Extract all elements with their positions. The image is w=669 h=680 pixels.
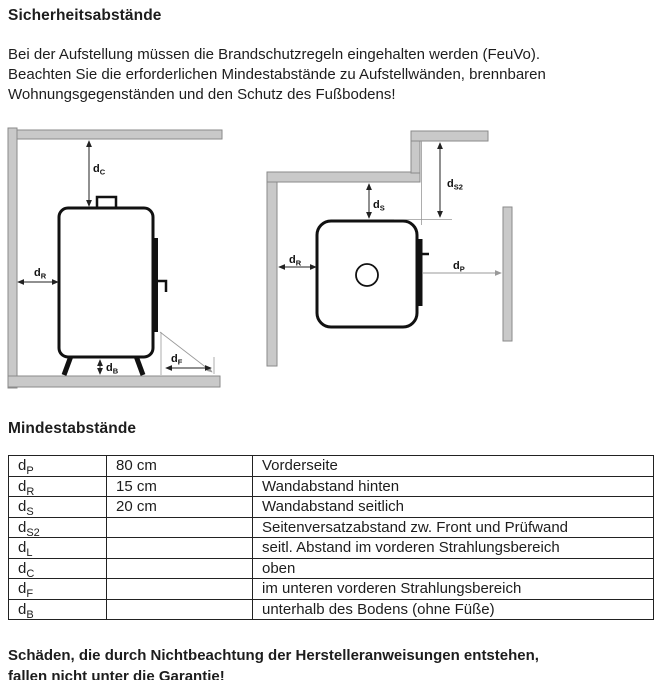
description-cell: Seitenversatzabstand zw. Front und Prüfwand — [253, 517, 654, 538]
flue-stub — [97, 197, 116, 208]
stove-body-side — [59, 208, 153, 357]
flue-outlet — [356, 264, 378, 286]
min-distances-table — [8, 455, 654, 620]
side-view-diagram — [8, 128, 222, 388]
symbol-cell: $d_P$ — [9, 456, 107, 477]
top-view-diagram — [267, 131, 512, 366]
offset-wall-stub — [411, 141, 420, 173]
ds2-label: $d_{S2}$ — [447, 178, 463, 192]
stove-door-top — [417, 239, 423, 306]
offset-wall-horizontal — [411, 131, 488, 141]
db-label: $d_B$ — [106, 362, 119, 376]
table-row — [9, 579, 654, 600]
symbol-cell: $d_R$ — [9, 476, 107, 497]
value-cell: 15 cm — [107, 476, 253, 497]
symbol-cell: $d_{S2}$ — [9, 517, 107, 538]
warranty-warning — [8, 645, 539, 680]
floor — [8, 376, 220, 387]
table-row — [9, 456, 654, 477]
stove-leg-left — [64, 356, 71, 375]
wall-side — [267, 182, 277, 366]
dr-label-side: $d_R$ — [34, 267, 47, 281]
test-wall-front — [503, 207, 512, 341]
intro-line: Wohnungsgegenständen und den Schutz des Fußbodens! — [8, 86, 396, 103]
dp-label: $d_P$ — [453, 260, 465, 274]
description-cell: unterhalb des Bodens (ohne Füße) — [253, 599, 654, 620]
value-cell — [107, 558, 253, 579]
symbol-cell: $d_F$ — [9, 579, 107, 600]
description-cell: Vorderseite — [253, 456, 654, 477]
df-label: $d_F$ — [171, 353, 183, 367]
ds-label: $d_S$ — [373, 199, 385, 213]
warning-line: Schäden, die durch Nichtbeachtung der Herstelleranweisungen entstehen, — [8, 647, 539, 664]
value-cell — [107, 599, 253, 620]
value-cell — [107, 517, 253, 538]
door-handle-side — [158, 281, 166, 292]
description-cell: oben — [253, 558, 654, 579]
symbol-cell: $d_L$ — [9, 538, 107, 559]
value-cell — [107, 579, 253, 600]
description-cell: Wandabstand seitlich — [253, 497, 654, 518]
intro-line: Beachten Sie die erforderlichen Mindestabstände zu Aufstellwänden, brennbaren — [8, 66, 546, 83]
table-row — [9, 476, 654, 497]
intro-paragraph — [8, 45, 546, 105]
page-title: Sicherheitsabstände — [8, 7, 162, 24]
table-row — [9, 599, 654, 620]
table-row — [9, 538, 654, 559]
value-cell: 80 cm — [107, 456, 253, 477]
dr-label-top: $d_R$ — [289, 254, 302, 268]
table-row — [9, 517, 654, 538]
stove-leg-right — [136, 356, 143, 375]
ceiling — [17, 130, 222, 139]
wall-left — [8, 128, 17, 388]
description-cell: seitl. Abstand im vorderen Strahlungsbereich — [253, 538, 654, 559]
value-cell — [107, 538, 253, 559]
symbol-cell: $d_B$ — [9, 599, 107, 620]
clearance-diagrams — [0, 120, 669, 410]
stove-door-side — [152, 238, 159, 332]
symbol-cell: $d_S$ — [9, 497, 107, 518]
table-row — [9, 497, 654, 518]
value-cell: 20 cm — [107, 497, 253, 518]
symbol-cell: $d_C$ — [9, 558, 107, 579]
intro-line: Bei der Aufstellung müssen die Brandschutzregeln eingehalten werden (FeuVo). — [8, 46, 540, 63]
table-row — [9, 558, 654, 579]
dc-label: $d_C$ — [93, 163, 106, 177]
min-distances-heading: Mindestabstände — [8, 420, 137, 437]
description-cell: im unteren vorderen Strahlungsbereich — [253, 579, 654, 600]
description-cell: Wandabstand hinten — [253, 476, 654, 497]
radiation-diagonal-line — [160, 332, 212, 372]
wall-back — [267, 172, 420, 182]
warning-line: fallen nicht unter die Garantie! — [8, 668, 225, 680]
